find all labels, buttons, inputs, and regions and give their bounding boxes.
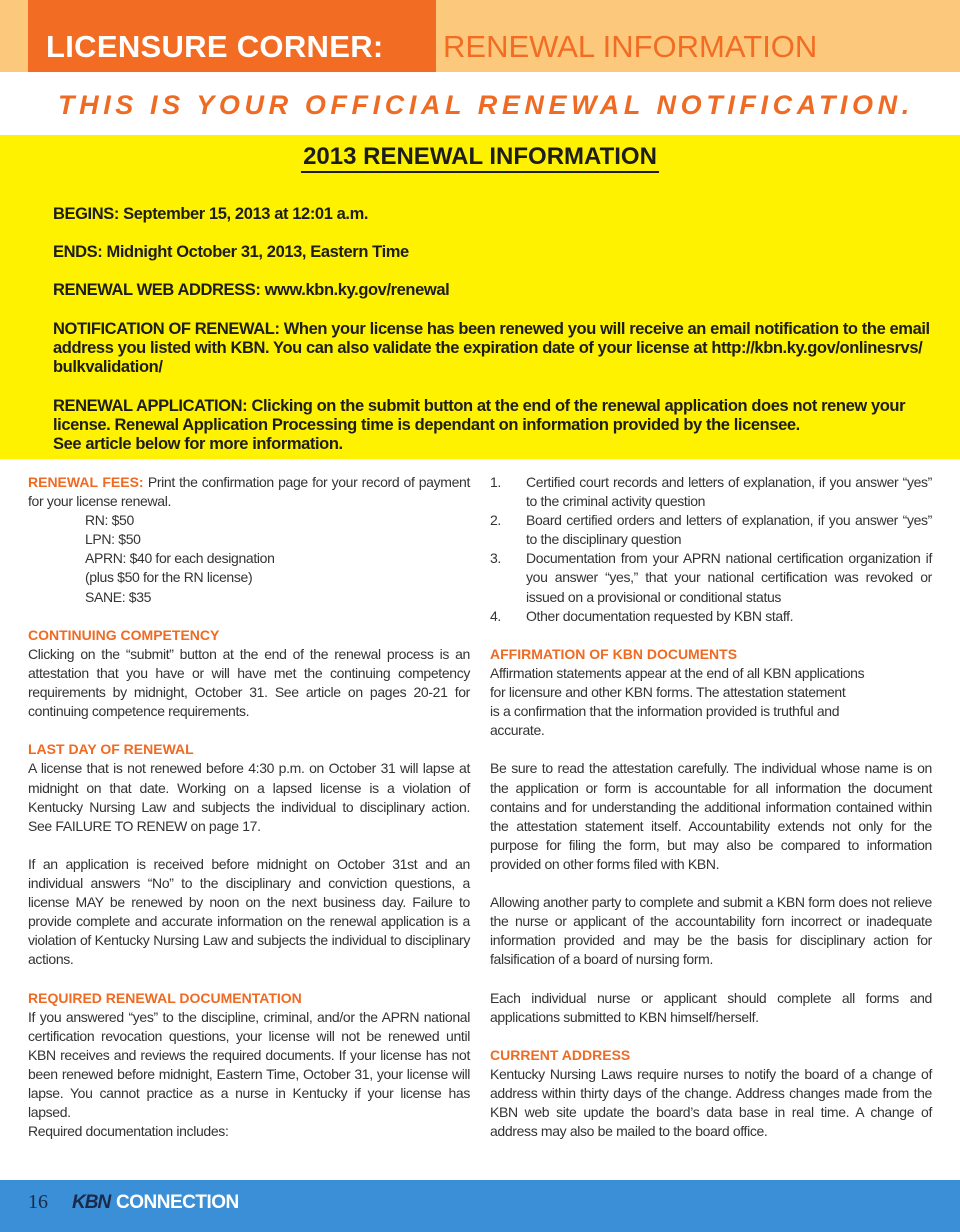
continuing-competency-text: Clicking on the “submit” button at the end of the renewal process is an attestation that you have or will have met the continuing competency requirements by midnight, October 31. See article on pages 20-21 for continuing competence requirements. (28, 645, 470, 720)
list-item: 4. Other documentation requested by KBN staff. (490, 607, 794, 624)
affirmation-heading: AFFIRMATION OF KBN DOCUMENTS (490, 645, 738, 662)
official-notice: THIS IS YOUR OFFICIAL RENEWAL NOTIFICATION. (58, 90, 914, 120)
renewal-web-address: RENEWAL WEB ADDRESS: www.kbn.ky.gov/renewal (53, 281, 450, 299)
brand-logo-kbn: KBN (72, 1192, 111, 1213)
last-day-text-2: If an application is received before midnight on October 31st and an individual answers “No” to the disciplinary and conviction questions, a license MAY be renewed by noon on the next business day. Failure to provide complete and accurate information on the renewal application is a violation of Kentucky Nursing Law and subjects the individual to disciplinary actions. (28, 855, 470, 968)
fee-aprn: APRN: $40 for each designation (85, 550, 275, 567)
fees-heading: RENEWAL FEES: (28, 474, 144, 490)
list-item: 2. Board certified orders and letters of explanation, if you answer “yes” to the disciplinary question (490, 512, 932, 548)
renewal-info-title: 2013 RENEWAL INFORMATION (0, 143, 960, 171)
affirmation-line: accurate. (490, 722, 545, 739)
application-line-1: RENEWAL APPLICATION: Clicking on the submit button at the end of the renewal application does not renew your (53, 397, 906, 415)
page-title: LICENSURE CORNER: (46, 29, 384, 64)
notification-line-2: address you listed with KBN. You can also validate the expiration date of your license at http://kbn.ky.gov/onlinesrvs/ (53, 339, 923, 357)
fee-lpn: LPN: $50 (85, 531, 141, 548)
list-item: 1. Certified court records and letters of explanation, if you answer “yes” to the criminal activity question (490, 474, 932, 510)
fees-paragraph (28, 473, 470, 511)
affirmation-line: Affirmation statements appear at the end of all KBN applications (490, 664, 865, 681)
fee-rn: RN: $50 (85, 512, 134, 529)
page-number: 16 (28, 1191, 48, 1213)
left-column (28, 473, 470, 1141)
affirmation-line: is a confirmation that the information provided is truthful and (490, 703, 840, 720)
last-day-heading: LAST DAY OF RENEWAL (28, 741, 194, 758)
last-day-text: A license that is not renewed before 4:30 p.m. on October 31 will lapse at midnight on that date. Working on a lapsed license is a violation of Kentucky Nursing Law and subjects the individual to disciplinary action. See FAILURE TO RENEW on page 17. (28, 760, 470, 834)
affirmation-text-4: Each individual nurse or applicant should complete all forms and applications submitted to KBN himself/herself. (490, 989, 932, 1025)
renewal-begins: BEGINS: September 15, 2013 at 12:01 a.m. (53, 205, 369, 223)
notification-line-3: bulkvalidation/ (53, 358, 163, 376)
fee-aprn-note: (plus $50 for the RN license) (85, 569, 253, 586)
application-line-3: See article below for more information. (53, 435, 343, 453)
notification-line-1: NOTIFICATION OF RENEWAL: When your license has been renewed you will receive an email notification to the email (53, 320, 930, 338)
fees-text: Print the confirmation page for your record of payment for your license renewal. (28, 474, 470, 510)
right-column (490, 473, 932, 1141)
affirmation-text-2: Be sure to read the attestation carefully. The individual whose name is on the application or form is accountable for all information the document contains and for understanding the additional information contained within the attestation statement itself. Accountability extends not only for the purpose for filing the form, but may also be compared to information provided on other forms filed with KBN. (490, 760, 932, 872)
affirmation-line: for licensure and other KBN forms. The attestation statement (490, 684, 846, 701)
renewal-ends: ENDS: Midnight October 31, 2013, Eastern Time (53, 243, 409, 261)
required-documentation-text: If you answered “yes” to the discipline, criminal, and/or the APRN national certification revocation questions, your license will not be renewed until KBN receives and reviews the required documents. If your license has not been renewed before midnight, Eastern Time, October 31, your license will lapse. You cannot practice as a nurse in Kentucky if your license has lapsed. (28, 1008, 470, 1121)
current-address-text: Kentucky Nursing Laws require nurses to notify the board of a change of address within thirty days of the change. Address changes made from the KBN web site update the board’s data base in real time. A change of address may also be mailed to the board office. (490, 1065, 932, 1140)
brand-logo-connection: CONNECTION (116, 1192, 239, 1213)
page-subtitle: RENEWAL INFORMATION (443, 29, 818, 64)
required-documentation-includes: Required documentation includes: (28, 1123, 229, 1140)
list-item: 3. Documentation from your APRN national certification organization if you answer “yes,” that your national certification was revoked or issued on a provisional or conditional status (490, 550, 932, 605)
continuing-competency-heading: CONTINUING COMPETENCY (28, 626, 220, 643)
current-address-heading: CURRENT ADDRESS (490, 1046, 631, 1063)
fee-sane: SANE: $35 (85, 588, 152, 605)
required-documentation-heading: REQUIRED RENEWAL DOCUMENTATION (28, 989, 302, 1006)
application-line-2: license. Renewal Application Processing time is dependant on information provided by the licensee. (53, 416, 800, 434)
affirmation-text-3: Allowing another party to complete and submit a KBN form does not relieve the nurse or applicant of the accountability forn incorrect or inadequate information provided and may be the basis for disciplinary action for falsification of a board of nursing form. (490, 894, 932, 968)
